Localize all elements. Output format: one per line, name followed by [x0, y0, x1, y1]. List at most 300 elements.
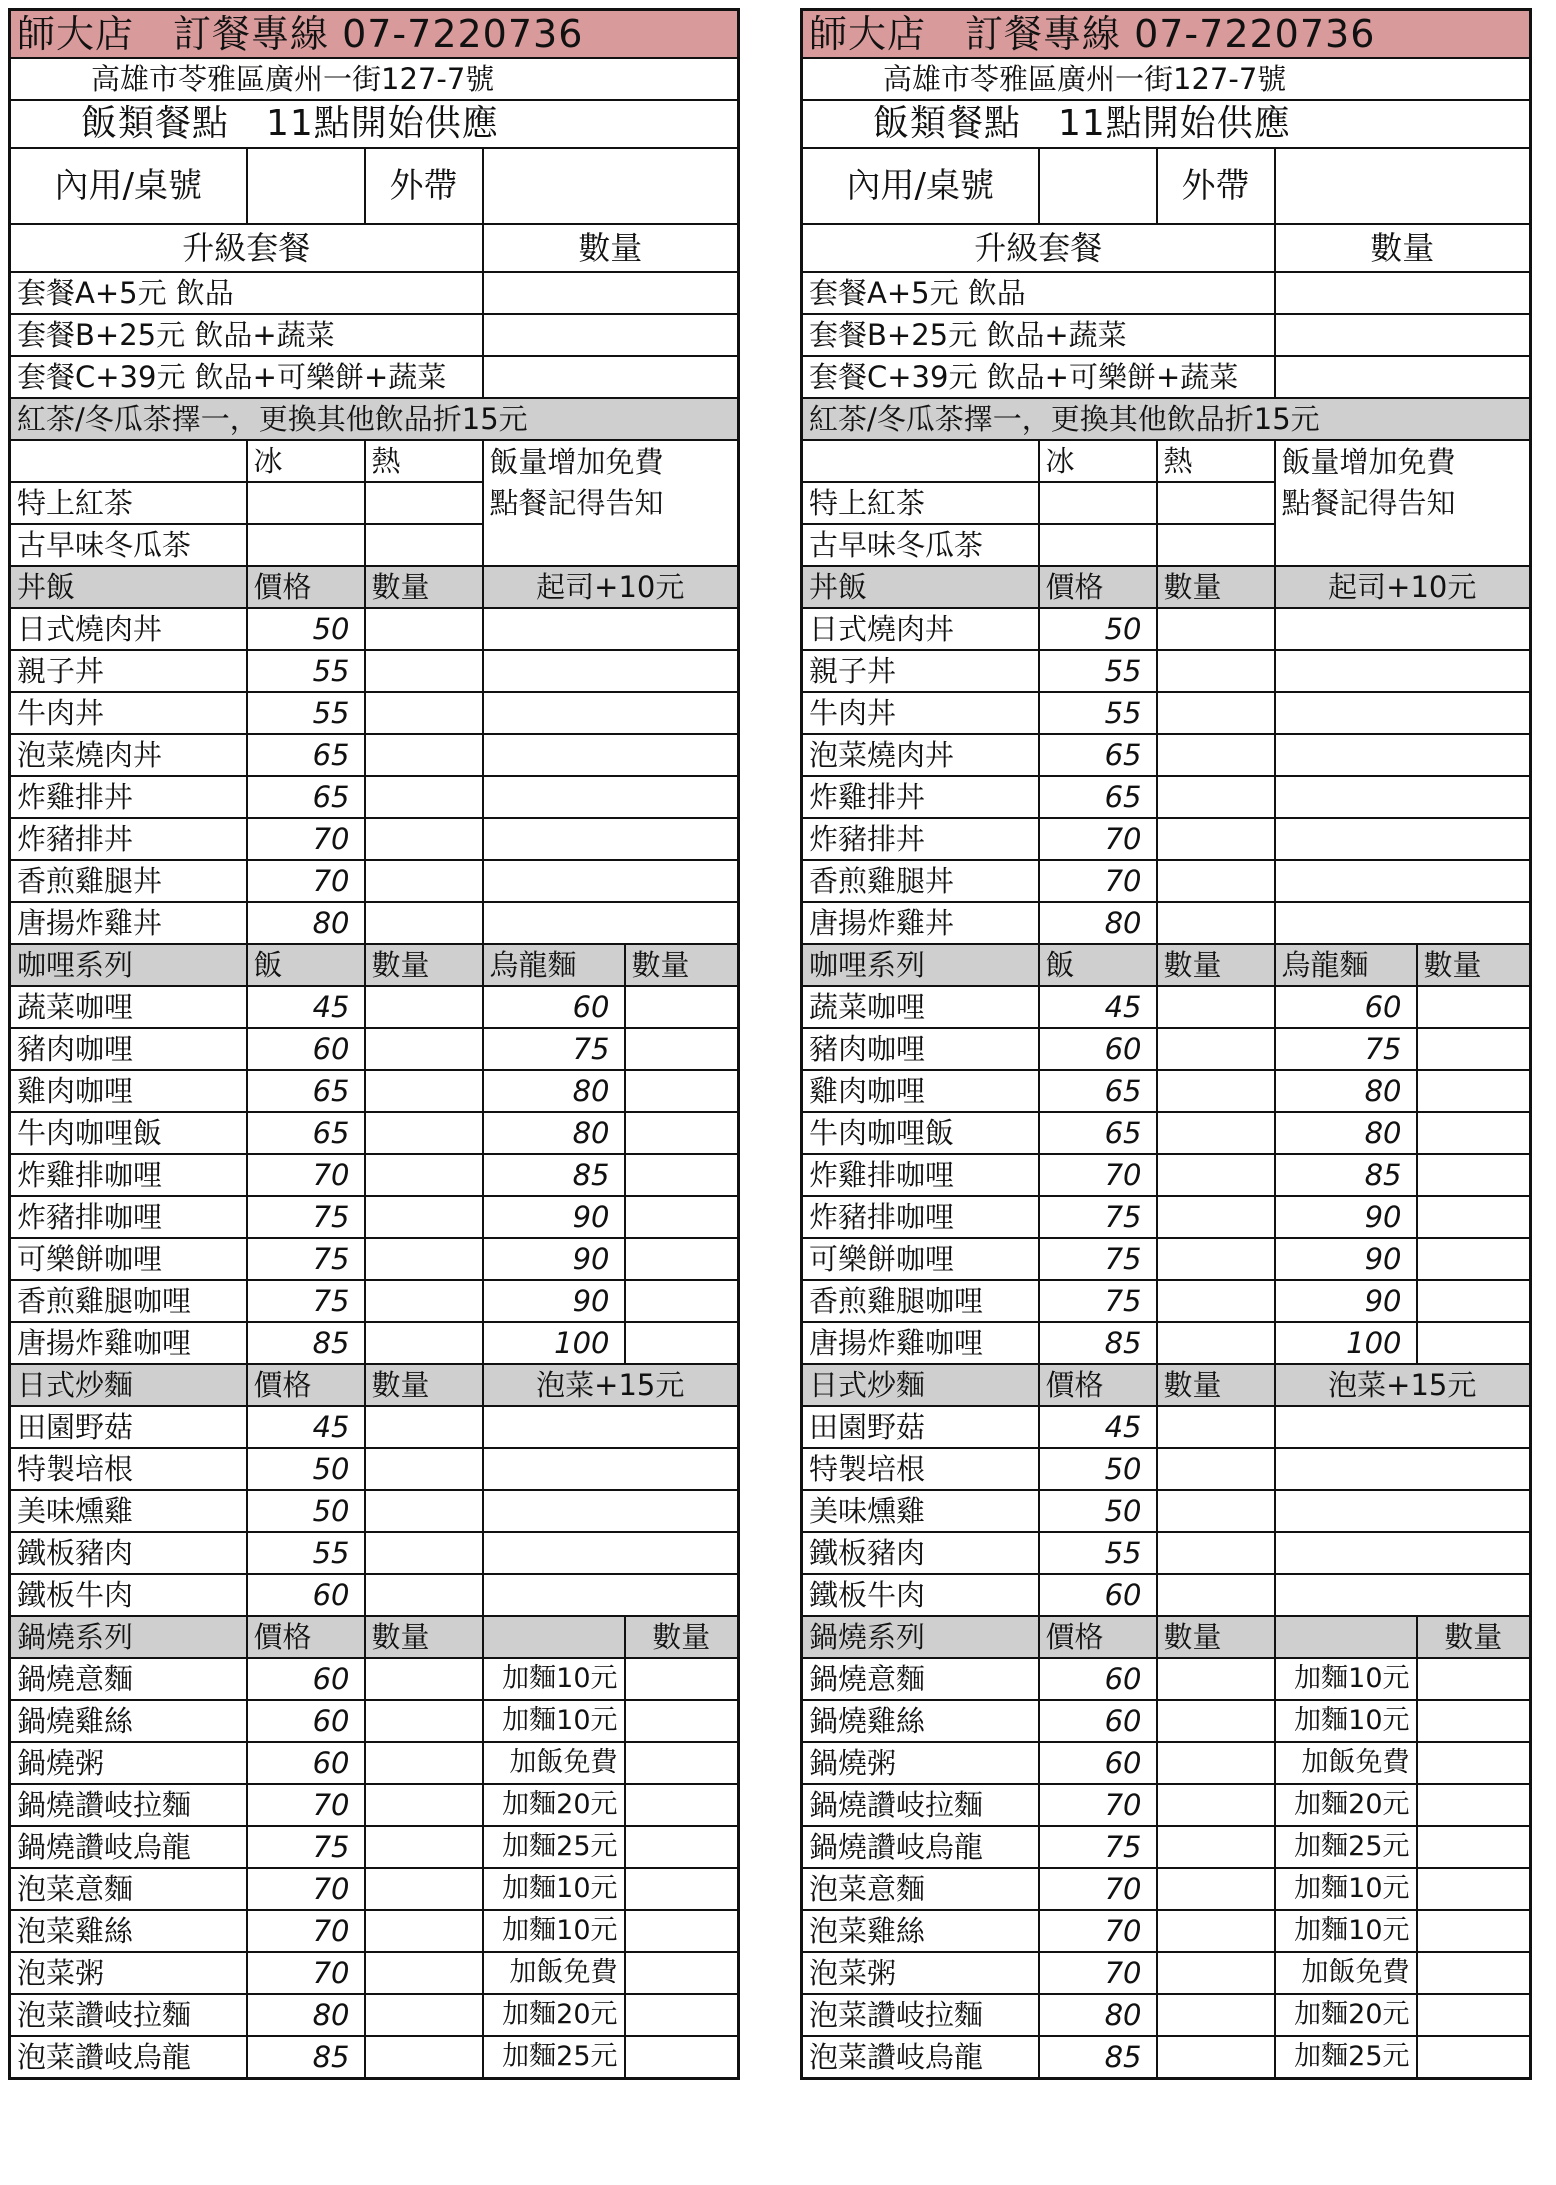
- hotpot-extra-note: 加麵25元: [483, 1826, 625, 1868]
- yakisoba-item-price: 50: [1039, 1490, 1157, 1532]
- donburi-qty-cell[interactable]: [365, 776, 483, 818]
- table-number-field[interactable]: [1039, 148, 1157, 224]
- hotpot-qty-cell[interactable]: [1157, 1868, 1275, 1910]
- curry-rice-header: 飯: [1039, 944, 1157, 986]
- upgrade-set-item: 套餐C+39元 飲品+可樂餅+蔬菜: [802, 356, 1275, 398]
- donburi-cheese-cell[interactable]: [1275, 776, 1531, 818]
- curry-rice-price: 75: [1039, 1280, 1157, 1322]
- hotpot-item-name: 泡菜雞絲: [802, 1910, 1039, 1952]
- upgrade-set-item: 套餐A+5元 飲品: [10, 272, 483, 314]
- curry-udon-price: 80: [1275, 1112, 1417, 1154]
- hotpot-extra-note: 加麵10元: [483, 1658, 625, 1700]
- donburi-qty-header: 數量: [365, 566, 483, 608]
- hotpot-extra-qty-cell[interactable]: [1417, 1784, 1531, 1826]
- hotpot-qty-header: 數量: [1157, 1616, 1275, 1658]
- donburi-qty-cell[interactable]: [1157, 608, 1275, 650]
- hotpot-extra-note: 加麵20元: [483, 1784, 625, 1826]
- yakisoba-kimchi-cell[interactable]: [1275, 1532, 1531, 1574]
- yakisoba-item-name: 美味燻雞: [10, 1490, 247, 1532]
- curry-udon-price: 75: [483, 1028, 625, 1070]
- curry-rice-qty-cell[interactable]: [365, 1196, 483, 1238]
- donburi-cheese-extra: 起司+10元: [1275, 566, 1531, 608]
- curry-udon-qty-cell[interactable]: [1417, 1238, 1531, 1280]
- curry-rice-price: 85: [247, 1322, 365, 1364]
- curry-udon-qty-cell[interactable]: [625, 1280, 739, 1322]
- ice-qty-cell[interactable]: [1039, 482, 1157, 524]
- curry-qty-header: 數量: [1157, 944, 1275, 986]
- hotpot-extra-qty-cell[interactable]: [1417, 1910, 1531, 1952]
- hotpot-extra-qty-cell[interactable]: [625, 1742, 739, 1784]
- donburi-cheese-cell[interactable]: [1275, 608, 1531, 650]
- hotpot-qty-cell[interactable]: [365, 1826, 483, 1868]
- yakisoba-item-price: 50: [247, 1448, 365, 1490]
- hotpot-extra-qty-cell[interactable]: [1417, 1994, 1531, 2036]
- yakisoba-qty-cell[interactable]: [365, 1490, 483, 1532]
- donburi-qty-cell[interactable]: [365, 608, 483, 650]
- curry-udon-qty-header: 數量: [625, 944, 739, 986]
- curry-rice-price: 70: [247, 1154, 365, 1196]
- donburi-item-name: 炸雞排丼: [802, 776, 1039, 818]
- hotpot-extra-qty-cell[interactable]: [625, 1910, 739, 1952]
- upgrade-set-item: 套餐B+25元 飲品+蔬菜: [802, 314, 1275, 356]
- donburi-qty-cell[interactable]: [365, 650, 483, 692]
- curry-rice-price: 75: [247, 1196, 365, 1238]
- hotpot-extra-note: 加麵10元: [483, 1910, 625, 1952]
- hotpot-extra-qty-cell[interactable]: [1417, 2036, 1531, 2079]
- yakisoba-kimchi-cell[interactable]: [483, 1406, 739, 1448]
- hot-label: 熱: [1157, 440, 1275, 482]
- donburi-cheese-cell[interactable]: [1275, 818, 1531, 860]
- hotpot-extra-qty-cell[interactable]: [1417, 1952, 1531, 1994]
- drink-item: 特上紅茶: [802, 482, 1039, 524]
- hotpot-extra-qty-cell[interactable]: [625, 1994, 739, 2036]
- hotpot-qty-cell[interactable]: [365, 1952, 483, 1994]
- hot-qty-cell[interactable]: [365, 482, 483, 524]
- curry-rice-qty-cell[interactable]: [365, 986, 483, 1028]
- curry-item-name: 香煎雞腿咖哩: [802, 1280, 1039, 1322]
- yakisoba-kimchi-cell[interactable]: [483, 1574, 739, 1616]
- curry-udon-qty-cell[interactable]: [1417, 1196, 1531, 1238]
- hotpot-item-price: 70: [247, 1868, 365, 1910]
- curry-udon-header: 烏龍麵: [483, 944, 625, 986]
- yakisoba-price-header: 價格: [1039, 1364, 1157, 1406]
- donburi-qty-cell[interactable]: [1157, 734, 1275, 776]
- curry-rice-qty-cell[interactable]: [365, 1280, 483, 1322]
- donburi-item-price: 80: [1039, 902, 1157, 944]
- donburi-cheese-cell[interactable]: [1275, 650, 1531, 692]
- hotpot-extra-qty-cell[interactable]: [625, 1658, 739, 1700]
- yakisoba-qty-cell[interactable]: [365, 1574, 483, 1616]
- curry-rice-qty-cell[interactable]: [365, 1322, 483, 1364]
- curry-rice-qty-cell[interactable]: [1157, 1070, 1275, 1112]
- hotpot-extra-qty-cell[interactable]: [1417, 1826, 1531, 1868]
- hot-qty-cell[interactable]: [1157, 482, 1275, 524]
- curry-item-name: 唐揚炸雞咖哩: [802, 1322, 1039, 1364]
- curry-udon-price: 80: [483, 1070, 625, 1112]
- donburi-cheese-cell[interactable]: [483, 818, 739, 860]
- hotpot-qty-cell[interactable]: [1157, 1742, 1275, 1784]
- curry-item-name: 牛肉咖哩飯: [10, 1112, 247, 1154]
- hotpot-extra-note: 加飯免費: [1275, 1952, 1417, 1994]
- curry-udon-qty-cell[interactable]: [625, 1154, 739, 1196]
- takeout-field[interactable]: [483, 148, 739, 224]
- curry-rice-qty-cell[interactable]: [365, 1028, 483, 1070]
- donburi-price-header: 價格: [1039, 566, 1157, 608]
- donburi-qty-cell[interactable]: [1157, 902, 1275, 944]
- donburi-cheese-cell[interactable]: [1275, 902, 1531, 944]
- hotpot-extra-note: 加飯免費: [483, 1952, 625, 1994]
- curry-udon-price: 90: [483, 1280, 625, 1322]
- curry-rice-qty-cell[interactable]: [365, 1070, 483, 1112]
- curry-udon-qty-cell[interactable]: [625, 1196, 739, 1238]
- hotpot-item-name: 泡菜讚岐拉麵: [802, 1994, 1039, 2036]
- curry-rice-header: 飯: [247, 944, 365, 986]
- donburi-qty-cell[interactable]: [1157, 818, 1275, 860]
- curry-udon-qty-cell[interactable]: [1417, 1280, 1531, 1322]
- hotpot-item-price: 70: [1039, 1952, 1157, 1994]
- yakisoba-item-name: 特製培根: [10, 1448, 247, 1490]
- hotpot-item-price: 70: [1039, 1784, 1157, 1826]
- donburi-item-price: 70: [1039, 818, 1157, 860]
- donburi-item-name: 日式燒肉丼: [802, 608, 1039, 650]
- yakisoba-qty-header: 數量: [365, 1364, 483, 1406]
- curry-udon-qty-cell[interactable]: [625, 1112, 739, 1154]
- hot-qty-cell[interactable]: [1157, 524, 1275, 566]
- hotpot-item-price: 80: [1039, 1994, 1157, 2036]
- ice-qty-cell[interactable]: [247, 524, 365, 566]
- hotpot-qty-cell[interactable]: [1157, 1784, 1275, 1826]
- hotpot-qty-cell[interactable]: [365, 1910, 483, 1952]
- hotpot-item-price: 85: [1039, 2036, 1157, 2079]
- curry-rice-price: 60: [1039, 1028, 1157, 1070]
- yakisoba-kimchi-cell[interactable]: [1275, 1574, 1531, 1616]
- yakisoba-kimchi-extra: 泡菜+15元: [483, 1364, 739, 1406]
- hotpot-extra-qty-cell[interactable]: [1417, 1700, 1531, 1742]
- hotpot-item-price: 60: [1039, 1700, 1157, 1742]
- yakisoba-item-price: 50: [247, 1490, 365, 1532]
- donburi-item-name: 泡菜燒肉丼: [802, 734, 1039, 776]
- donburi-cheese-cell[interactable]: [1275, 692, 1531, 734]
- hot-qty-cell[interactable]: [365, 524, 483, 566]
- hotpot-extra-qty-cell[interactable]: [625, 1784, 739, 1826]
- hotpot-item-price: 70: [247, 1952, 365, 1994]
- ice-qty-cell[interactable]: [247, 482, 365, 524]
- hotpot-extra-note: 加麵10元: [1275, 1910, 1417, 1952]
- donburi-item-name: 炸雞排丼: [10, 776, 247, 818]
- hotpot-extra-qty-header: 數量: [1417, 1616, 1531, 1658]
- yakisoba-item-name: 田園野菇: [10, 1406, 247, 1448]
- hotpot-item-name: 泡菜讚岐烏龍: [802, 2036, 1039, 2079]
- hotpot-qty-cell[interactable]: [1157, 1658, 1275, 1700]
- hotpot-item-price: 80: [247, 1994, 365, 2036]
- hotpot-qty-cell[interactable]: [365, 1742, 483, 1784]
- donburi-qty-cell[interactable]: [365, 734, 483, 776]
- curry-udon-qty-cell[interactable]: [625, 1028, 739, 1070]
- hotpot-qty-cell[interactable]: [365, 1784, 483, 1826]
- upgrade-set-item: 套餐C+39元 飲品+可樂餅+蔬菜: [10, 356, 483, 398]
- curry-udon-price: 90: [483, 1238, 625, 1280]
- takeout-field[interactable]: [1275, 148, 1531, 224]
- hotpot-item-name: 泡菜讚岐烏龍: [10, 2036, 247, 2079]
- hotpot-qty-cell[interactable]: [365, 1868, 483, 1910]
- hotpot-extra-qty-cell[interactable]: [625, 1700, 739, 1742]
- hotpot-extra-note: 加麵20元: [483, 1994, 625, 2036]
- curry-udon-price: 60: [1275, 986, 1417, 1028]
- hotpot-item-name: 泡菜意麵: [802, 1868, 1039, 1910]
- yakisoba-item-name: 田園野菇: [802, 1406, 1039, 1448]
- drink-item: 古早味冬瓜茶: [10, 524, 247, 566]
- donburi-item-price: 55: [1039, 692, 1157, 734]
- donburi-cheese-cell[interactable]: [483, 734, 739, 776]
- ice-qty-cell[interactable]: [1039, 524, 1157, 566]
- hotpot-item-name: 泡菜讚岐拉麵: [10, 1994, 247, 2036]
- hotpot-extra-note: 加麵20元: [1275, 1994, 1417, 2036]
- yakisoba-qty-cell[interactable]: [365, 1448, 483, 1490]
- yakisoba-item-name: 鐵板豬肉: [802, 1532, 1039, 1574]
- donburi-qty-cell[interactable]: [1157, 860, 1275, 902]
- hotpot-item-name: 鍋燒讚岐烏龍: [10, 1826, 247, 1868]
- hotpot-item-price: 60: [247, 1700, 365, 1742]
- curry-item-name: 蔬菜咖哩: [10, 986, 247, 1028]
- order-reminder-note: 點餐記得告知: [483, 482, 739, 524]
- yakisoba-qty-cell[interactable]: [1157, 1490, 1275, 1532]
- hotpot-extra-qty-cell[interactable]: [625, 1826, 739, 1868]
- dine-in-label: 內用/桌號: [802, 148, 1039, 224]
- donburi-cheese-extra: 起司+10元: [483, 566, 739, 608]
- donburi-item-price: 70: [1039, 860, 1157, 902]
- shop-title: 師大店 訂餐專線 07-7220736: [802, 10, 1531, 59]
- hotpot-item-price: 70: [1039, 1910, 1157, 1952]
- hotpot-extra-note: 加麵10元: [1275, 1658, 1417, 1700]
- hotpot-extra-qty-cell[interactable]: [1417, 1658, 1531, 1700]
- hotpot-extra-note: 加飯免費: [483, 1742, 625, 1784]
- hotpot-qty-cell[interactable]: [365, 1994, 483, 2036]
- hotpot-extra-note: 加麵20元: [1275, 1784, 1417, 1826]
- tea-choice-note: 紅茶/冬瓜茶擇一，更換其他飲品折15元: [10, 398, 739, 440]
- table-number-field[interactable]: [247, 148, 365, 224]
- donburi-item-price: 55: [1039, 650, 1157, 692]
- curry-rice-price: 45: [247, 986, 365, 1028]
- donburi-cheese-cell[interactable]: [483, 776, 739, 818]
- upgrade-qty-header: 數量: [1275, 224, 1531, 272]
- hotpot-item-name: 鍋燒讚岐拉麵: [10, 1784, 247, 1826]
- yakisoba-kimchi-cell[interactable]: [483, 1490, 739, 1532]
- curry-rice-price: 85: [1039, 1322, 1157, 1364]
- yakisoba-qty-header: 數量: [1157, 1364, 1275, 1406]
- donburi-qty-cell[interactable]: [1157, 776, 1275, 818]
- curry-udon-qty-cell[interactable]: [625, 986, 739, 1028]
- donburi-cheese-cell[interactable]: [483, 902, 739, 944]
- donburi-qty-cell[interactable]: [1157, 650, 1275, 692]
- yakisoba-item-price: 45: [247, 1406, 365, 1448]
- hot-label: 熱: [365, 440, 483, 482]
- curry-rice-qty-cell[interactable]: [1157, 1238, 1275, 1280]
- donburi-cheese-cell[interactable]: [483, 608, 739, 650]
- curry-rice-qty-cell[interactable]: [1157, 986, 1275, 1028]
- hotpot-item-name: 泡菜雞絲: [10, 1910, 247, 1952]
- curry-udon-qty-cell[interactable]: [1417, 1112, 1531, 1154]
- curry-item-name: 豬肉咖哩: [10, 1028, 247, 1070]
- curry-udon-qty-cell[interactable]: [625, 1238, 739, 1280]
- donburi-item-price: 55: [247, 692, 365, 734]
- hotpot-qty-cell[interactable]: [365, 2036, 483, 2079]
- donburi-cheese-cell[interactable]: [483, 650, 739, 692]
- curry-rice-qty-cell[interactable]: [1157, 1280, 1275, 1322]
- hotpot-qty-cell[interactable]: [365, 1700, 483, 1742]
- curry-rice-qty-cell[interactable]: [1157, 1322, 1275, 1364]
- hotpot-price-header: 價格: [247, 1616, 365, 1658]
- yakisoba-kimchi-cell[interactable]: [483, 1448, 739, 1490]
- upgrade-qty-cell[interactable]: [1275, 356, 1531, 398]
- donburi-price-header: 價格: [247, 566, 365, 608]
- hotpot-header: 鍋燒系列: [802, 1616, 1039, 1658]
- curry-udon-qty-cell[interactable]: [1417, 1028, 1531, 1070]
- hotpot-item-name: 鍋燒粥: [802, 1742, 1039, 1784]
- donburi-item-name: 唐揚炸雞丼: [10, 902, 247, 944]
- yakisoba-qty-cell[interactable]: [365, 1532, 483, 1574]
- curry-udon-qty-cell[interactable]: [1417, 1070, 1531, 1112]
- hotpot-qty-cell[interactable]: [1157, 2036, 1275, 2079]
- donburi-item-name: 親子丼: [802, 650, 1039, 692]
- hotpot-item-price: 60: [247, 1658, 365, 1700]
- upgrade-qty-cell[interactable]: [483, 272, 739, 314]
- curry-udon-qty-cell[interactable]: [625, 1070, 739, 1112]
- donburi-cheese-cell[interactable]: [483, 860, 739, 902]
- upgrade-qty-cell[interactable]: [483, 356, 739, 398]
- donburi-item-price: 65: [1039, 776, 1157, 818]
- hotpot-qty-header: 數量: [365, 1616, 483, 1658]
- hotpot-extra-note: 加麵25元: [483, 2036, 625, 2079]
- curry-item-name: 炸雞排咖哩: [802, 1154, 1039, 1196]
- curry-rice-qty-cell[interactable]: [365, 1112, 483, 1154]
- drink-item: 特上紅茶: [10, 482, 247, 524]
- curry-rice-price: 70: [1039, 1154, 1157, 1196]
- donburi-item-name: 炸豬排丼: [10, 818, 247, 860]
- hotpot-item-name: 鍋燒讚岐烏龍: [802, 1826, 1039, 1868]
- hotpot-extra-qty-cell[interactable]: [1417, 1868, 1531, 1910]
- hotpot-item-name: 鍋燒雞絲: [10, 1700, 247, 1742]
- curry-udon-price: 90: [1275, 1280, 1417, 1322]
- yakisoba-qty-cell[interactable]: [1157, 1574, 1275, 1616]
- curry-item-name: 牛肉咖哩飯: [802, 1112, 1039, 1154]
- donburi-qty-cell[interactable]: [365, 860, 483, 902]
- hotpot-qty-cell[interactable]: [1157, 1700, 1275, 1742]
- curry-udon-qty-cell[interactable]: [1417, 986, 1531, 1028]
- curry-udon-qty-cell[interactable]: [1417, 1154, 1531, 1196]
- curry-udon-qty-cell[interactable]: [625, 1322, 739, 1364]
- curry-rice-qty-cell[interactable]: [1157, 1028, 1275, 1070]
- curry-item-name: 可樂餅咖哩: [10, 1238, 247, 1280]
- hotpot-qty-cell[interactable]: [1157, 1994, 1275, 2036]
- donburi-header: 丼飯: [802, 566, 1039, 608]
- hotpot-extra-note: 加麵10元: [1275, 1868, 1417, 1910]
- dine-in-label: 內用/桌號: [10, 148, 247, 224]
- order-reminder-note: 點餐記得告知: [1275, 482, 1531, 524]
- donburi-qty-cell[interactable]: [365, 818, 483, 860]
- hotpot-item-price: 70: [247, 1910, 365, 1952]
- donburi-cheese-cell[interactable]: [483, 692, 739, 734]
- curry-header: 咖哩系列: [10, 944, 247, 986]
- upgrade-set-item: 套餐A+5元 飲品: [802, 272, 1275, 314]
- order-sheet-right: [800, 8, 1529, 2080]
- upgrade-qty-cell[interactable]: [1275, 314, 1531, 356]
- donburi-item-price: 65: [1039, 734, 1157, 776]
- curry-header: 咖哩系列: [802, 944, 1039, 986]
- donburi-qty-cell[interactable]: [365, 902, 483, 944]
- curry-item-name: 蔬菜咖哩: [802, 986, 1039, 1028]
- donburi-item-name: 香煎雞腿丼: [802, 860, 1039, 902]
- shop-title: 師大店 訂餐專線 07-7220736: [10, 10, 739, 59]
- curry-rice-qty-cell[interactable]: [1157, 1196, 1275, 1238]
- yakisoba-kimchi-cell[interactable]: [483, 1532, 739, 1574]
- yakisoba-kimchi-cell[interactable]: [1275, 1448, 1531, 1490]
- donburi-cheese-cell[interactable]: [1275, 734, 1531, 776]
- hotpot-item-price: 75: [1039, 1826, 1157, 1868]
- curry-udon-qty-cell[interactable]: [1417, 1322, 1531, 1364]
- hotpot-extra-qty-cell[interactable]: [1417, 1742, 1531, 1784]
- donburi-item-price: 80: [247, 902, 365, 944]
- hotpot-item-price: 60: [1039, 1742, 1157, 1784]
- curry-rice-qty-cell[interactable]: [1157, 1112, 1275, 1154]
- hotpot-extra-qty-cell[interactable]: [625, 1952, 739, 1994]
- curry-item-name: 雞肉咖哩: [802, 1070, 1039, 1112]
- hotpot-item-price: 70: [247, 1784, 365, 1826]
- curry-qty-header: 數量: [365, 944, 483, 986]
- hotpot-extra-qty-cell[interactable]: [625, 2036, 739, 2079]
- curry-udon-qty-header: 數量: [1417, 944, 1531, 986]
- yakisoba-kimchi-cell[interactable]: [1275, 1406, 1531, 1448]
- hotpot-qty-cell[interactable]: [1157, 1910, 1275, 1952]
- yakisoba-kimchi-cell[interactable]: [1275, 1490, 1531, 1532]
- hotpot-extra-qty-cell[interactable]: [625, 1868, 739, 1910]
- curry-rice-qty-cell[interactable]: [1157, 1154, 1275, 1196]
- hotpot-qty-cell[interactable]: [1157, 1952, 1275, 1994]
- donburi-qty-cell[interactable]: [365, 692, 483, 734]
- curry-item-name: 豬肉咖哩: [802, 1028, 1039, 1070]
- yakisoba-qty-cell[interactable]: [1157, 1448, 1275, 1490]
- takeout-label: 外帶: [365, 148, 483, 224]
- donburi-item-name: 唐揚炸雞丼: [802, 902, 1039, 944]
- hotpot-qty-cell[interactable]: [365, 1658, 483, 1700]
- yakisoba-qty-cell[interactable]: [1157, 1532, 1275, 1574]
- yakisoba-item-name: 鐵板牛肉: [10, 1574, 247, 1616]
- yakisoba-qty-cell[interactable]: [1157, 1406, 1275, 1448]
- hotpot-item-name: 鍋燒雞絲: [802, 1700, 1039, 1742]
- upgrade-qty-cell[interactable]: [483, 314, 739, 356]
- donburi-qty-cell[interactable]: [1157, 692, 1275, 734]
- curry-rice-qty-cell[interactable]: [365, 1154, 483, 1196]
- donburi-header: 丼飯: [10, 566, 247, 608]
- yakisoba-item-name: 鐵板牛肉: [802, 1574, 1039, 1616]
- yakisoba-header: 日式炒麵: [802, 1364, 1039, 1406]
- donburi-cheese-cell[interactable]: [1275, 860, 1531, 902]
- order-form-table: [800, 8, 1532, 2080]
- curry-rice-qty-cell[interactable]: [365, 1238, 483, 1280]
- curry-rice-price: 65: [1039, 1112, 1157, 1154]
- yakisoba-qty-cell[interactable]: [365, 1406, 483, 1448]
- yakisoba-item-name: 特製培根: [802, 1448, 1039, 1490]
- yakisoba-item-name: 鐵板豬肉: [10, 1532, 247, 1574]
- donburi-item-name: 牛肉丼: [10, 692, 247, 734]
- hotpot-price-header: 價格: [1039, 1616, 1157, 1658]
- upgrade-set-header: 升級套餐: [802, 224, 1275, 272]
- curry-item-name: 炸雞排咖哩: [10, 1154, 247, 1196]
- hotpot-qty-cell[interactable]: [1157, 1826, 1275, 1868]
- upgrade-qty-cell[interactable]: [1275, 272, 1531, 314]
- curry-udon-price: 90: [483, 1196, 625, 1238]
- curry-udon-price: 90: [1275, 1238, 1417, 1280]
- curry-udon-price: 80: [1275, 1070, 1417, 1112]
